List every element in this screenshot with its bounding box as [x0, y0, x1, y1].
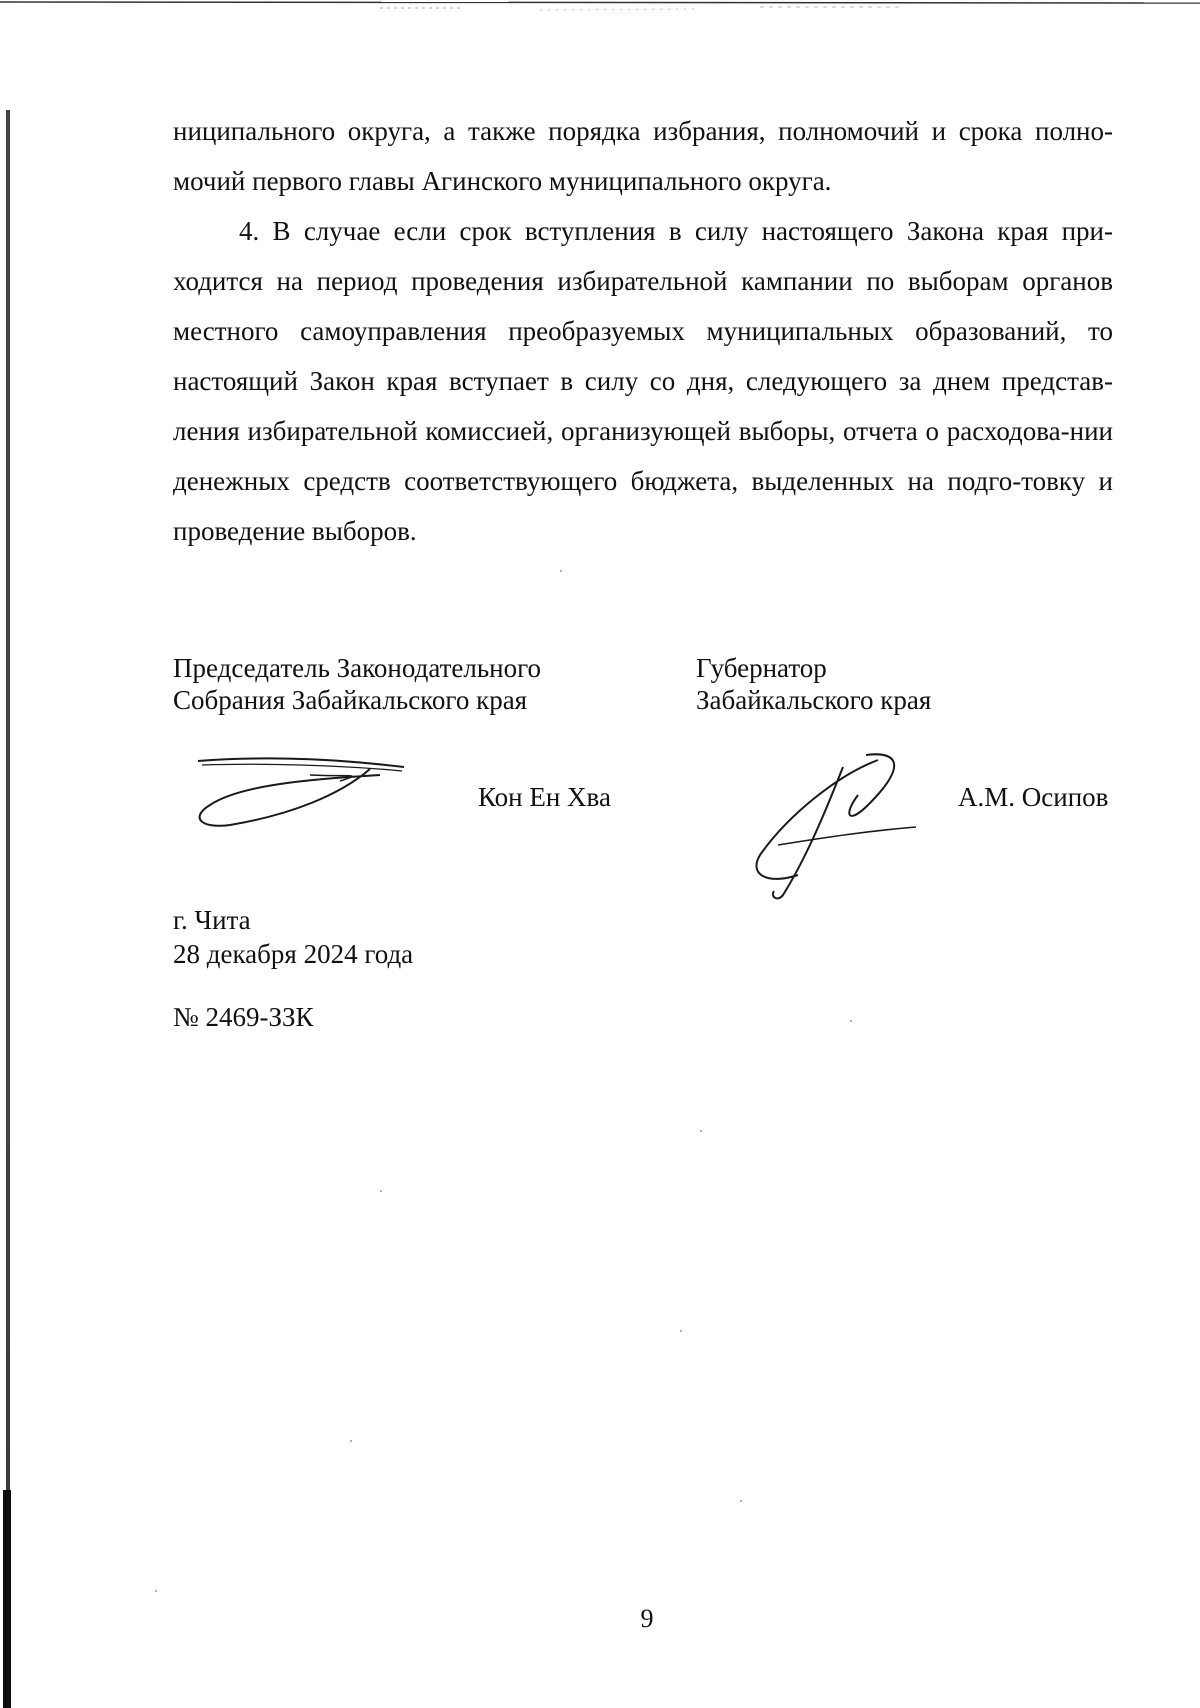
scan-speck	[850, 1020, 852, 1022]
scan-top-edge	[0, 0, 1200, 14]
scan-speck	[155, 1590, 157, 1592]
scan-left-edge-shadow	[3, 1490, 11, 1708]
law-text-body	[173, 106, 1113, 556]
chairman-signature	[190, 745, 420, 845]
signing-date: 28 декабря 2024 года	[173, 939, 414, 969]
law-number: № 2469-ЗЗК	[173, 1002, 314, 1032]
signing-city: г. Чита	[173, 905, 251, 935]
scan-left-edge	[6, 110, 10, 1708]
governor-title: Губернатор Забайкальского края	[696, 653, 932, 715]
scan-speck	[350, 1440, 352, 1442]
signing-place-date	[173, 903, 413, 971]
governor-signature	[748, 745, 928, 905]
scan-speck	[700, 1130, 702, 1132]
scan-speck	[560, 570, 562, 572]
paragraph-4: 4. В случае если срок вступления в силу настоящего Закона края при-ходится на период проведения избирательной кампании по выборам органов местного самоуправления преобразуемых муниципальных образований, то настоящий Закон края вступает в силу со дня, следующего за днем представ-ления избирательной комиссией, организующей выборы, отчета о расходова-нии денежных средств соответствующего бюджета, выделенных на подго-товку и проведение выборов.	[173, 216, 1113, 546]
chairman-title: Председатель Законодательного Собрания Забайкальского края	[173, 653, 542, 715]
scan-speck	[380, 1190, 382, 1192]
page-number: 9	[640, 1604, 654, 1633]
scan-speck	[740, 1500, 742, 1502]
chairman-name: Кон Ен Хва	[478, 782, 611, 812]
governor-name: А.М. Осипов	[958, 782, 1109, 812]
paragraph-continuation: ниципального округа, а также порядка избрания, полномочий и срока полно-мочий первого главы Агинского муниципального округа.	[173, 116, 1113, 196]
scan-speck	[680, 1330, 682, 1332]
